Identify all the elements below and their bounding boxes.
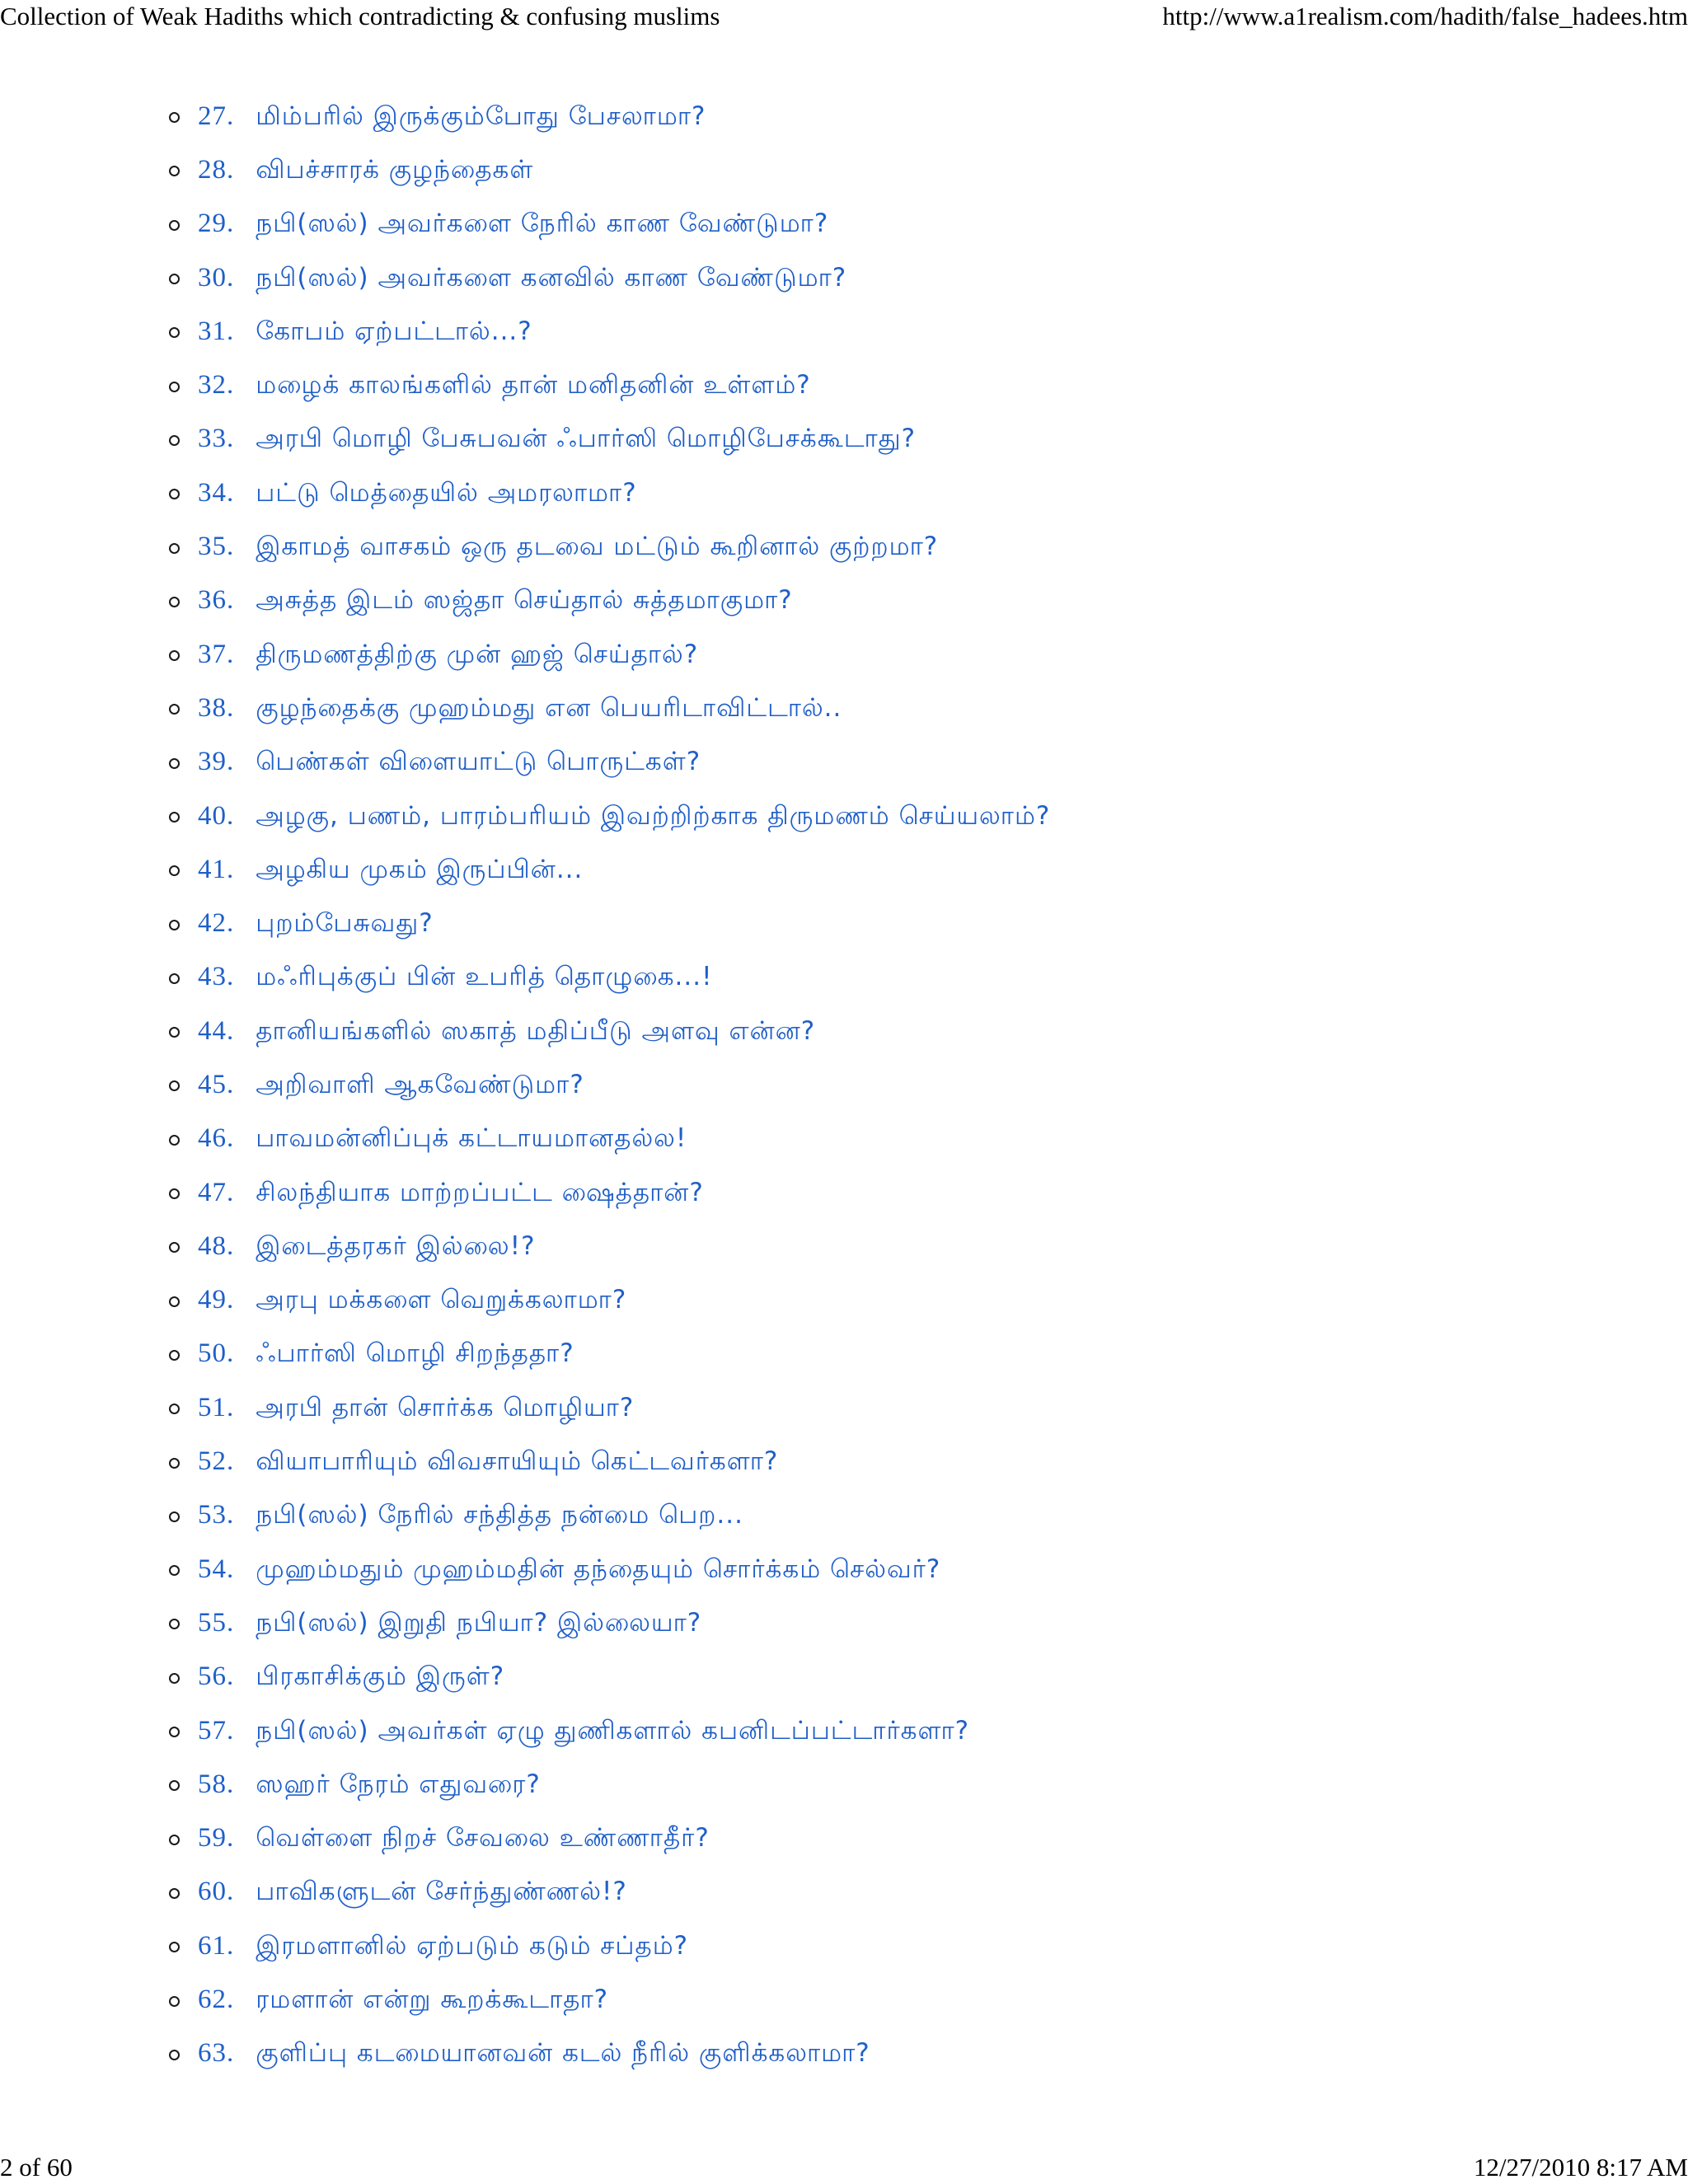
item-title: அரபி மொழி பேசுபவன் ஃபார்ஸி மொழிபேசக்கூடாது? bbox=[256, 424, 917, 454]
circle-bullet-icon bbox=[169, 1673, 180, 1684]
item-number: 57. bbox=[198, 1715, 235, 1746]
item-number: 38. bbox=[198, 692, 235, 723]
list-item bbox=[169, 1059, 1050, 1113]
circle-bullet-icon bbox=[169, 1404, 180, 1414]
item-number: 42. bbox=[198, 908, 235, 939]
hadith-topic-link[interactable] bbox=[198, 424, 916, 457]
print-datetime: 12/27/2010 8:17 AM bbox=[1473, 2153, 1688, 2182]
item-number: 50. bbox=[198, 1338, 235, 1369]
item-title: முஹம்மதும் முஹம்மதின் தந்தையும் சொர்க்கம் செல்வர்? bbox=[256, 1554, 941, 1584]
circle-bullet-icon bbox=[169, 1565, 180, 1576]
hadith-topic-link[interactable] bbox=[198, 1608, 701, 1641]
print-header bbox=[0, 0, 1688, 33]
item-title: திருமணத்திற்கு முன் ஹஜ் செய்தால்? bbox=[256, 639, 699, 669]
hadith-topic-link[interactable] bbox=[198, 747, 701, 780]
item-number: 39. bbox=[198, 747, 235, 777]
hadith-topic-link[interactable] bbox=[198, 1877, 627, 1910]
item-number: 35. bbox=[198, 532, 235, 562]
hadith-topic-link[interactable] bbox=[198, 478, 637, 511]
item-title: வியாபாரியும் விவசாயியும் கெட்டவர்களா? bbox=[256, 1446, 779, 1477]
list-item bbox=[169, 1221, 1050, 1274]
circle-bullet-icon bbox=[169, 1727, 180, 1737]
item-number: 51. bbox=[198, 1392, 235, 1422]
item-title: குளிப்பு கடமையானவன் கடல் நீரில் குளிக்கலாமா? bbox=[256, 2038, 870, 2069]
hadith-topic-link[interactable] bbox=[198, 1985, 608, 2018]
circle-bullet-icon bbox=[169, 1511, 180, 1522]
list-item bbox=[169, 1705, 1050, 1759]
item-number: 27. bbox=[198, 101, 235, 131]
item-title: பிரகாசிக்கும் இருள்? bbox=[256, 1661, 505, 1692]
circle-bullet-icon bbox=[169, 1619, 180, 1629]
circle-bullet-icon bbox=[169, 597, 180, 607]
list-item bbox=[169, 359, 1050, 413]
circle-bullet-icon bbox=[169, 1458, 180, 1469]
list-item bbox=[169, 1113, 1050, 1167]
list-item bbox=[169, 682, 1050, 736]
item-title: ரமளான் என்று கூறக்கூடாதா? bbox=[256, 1985, 609, 2015]
list-item bbox=[169, 1167, 1050, 1221]
circle-bullet-icon bbox=[169, 2050, 180, 2060]
circle-bullet-icon bbox=[169, 704, 180, 715]
item-title: குழந்தைக்கு முஹம்மது என பெயரிடாவிட்டால்.. bbox=[256, 692, 842, 723]
item-title: அரபு மக்களை வெறுக்கலாமா? bbox=[256, 1285, 627, 1315]
list-item bbox=[169, 1597, 1050, 1651]
list-item bbox=[169, 737, 1050, 790]
item-number: 34. bbox=[198, 477, 235, 508]
item-title: சிலந்தியாக மாற்றப்பட்ட ஷைத்தான்? bbox=[256, 1177, 704, 1207]
circle-bullet-icon bbox=[169, 1296, 180, 1307]
list-item bbox=[169, 952, 1050, 1005]
item-number: 29. bbox=[198, 209, 235, 239]
item-title: நபி(ஸல்) அவர்களை கனவில் காண வேண்டுமா? bbox=[256, 262, 847, 293]
hadith-topic-link[interactable] bbox=[198, 1285, 626, 1318]
item-title: இரமளானில் ஏற்படும் கடும் சப்தம்? bbox=[256, 1930, 689, 1961]
item-number: 36. bbox=[198, 585, 235, 616]
page-number: 2 of 60 bbox=[0, 2153, 73, 2182]
item-number: 33. bbox=[198, 424, 235, 454]
print-footer bbox=[0, 2151, 1688, 2184]
circle-bullet-icon bbox=[169, 382, 180, 392]
item-title: ஸஹர் நேரம் எதுவரை? bbox=[256, 1769, 541, 1799]
circle-bullet-icon bbox=[169, 1350, 180, 1361]
circle-bullet-icon bbox=[169, 1135, 180, 1146]
circle-bullet-icon bbox=[169, 112, 180, 123]
list-item bbox=[169, 1652, 1050, 1705]
hadith-topic-link[interactable] bbox=[198, 370, 811, 403]
hadith-topic-link[interactable] bbox=[198, 1823, 710, 1856]
hadith-topic-link[interactable] bbox=[198, 1554, 940, 1587]
circle-bullet-icon bbox=[169, 166, 180, 176]
item-title: தானியங்களில் ஸகாத் மதிப்பீடு அளவு என்ன? bbox=[256, 1015, 816, 1046]
item-number: 47. bbox=[198, 1177, 235, 1207]
item-title: பெண்கள் விளையாட்டு பொருட்கள்? bbox=[256, 747, 701, 777]
item-number: 53. bbox=[198, 1500, 235, 1530]
item-title: விபச்சாரக் குழந்தைகள் bbox=[256, 154, 534, 185]
hadith-topic-link[interactable] bbox=[198, 101, 706, 134]
item-title: ஃபார்ஸி மொழி சிறந்ததா? bbox=[256, 1338, 574, 1369]
item-number: 46. bbox=[198, 1123, 235, 1154]
list-item bbox=[169, 144, 1050, 198]
hadith-topic-link[interactable] bbox=[198, 1178, 704, 1211]
item-number: 28. bbox=[198, 154, 235, 185]
circle-bullet-icon bbox=[169, 1996, 180, 2007]
list-item bbox=[169, 252, 1050, 306]
circle-bullet-icon bbox=[169, 1942, 180, 1952]
item-title: மஃரிபுக்குப் பின் உபரித் தொழுகை...! bbox=[256, 962, 713, 992]
hadith-topic-link[interactable] bbox=[198, 1338, 574, 1371]
list-item bbox=[169, 575, 1050, 629]
circle-bullet-icon bbox=[169, 650, 180, 661]
item-title: மிம்பரில் இருக்கும்போது பேசலாமா? bbox=[256, 101, 706, 131]
item-number: 44. bbox=[198, 1015, 235, 1046]
circle-bullet-icon bbox=[169, 1188, 180, 1199]
circle-bullet-icon bbox=[169, 1080, 180, 1091]
item-number: 45. bbox=[198, 1069, 235, 1099]
item-title: அழகிய முகம் இருப்பின்... bbox=[256, 854, 584, 884]
hadith-topic-link[interactable] bbox=[198, 1446, 778, 1479]
hadith-topic-link[interactable] bbox=[198, 1070, 584, 1103]
circle-bullet-icon bbox=[169, 435, 180, 446]
hadith-topic-link[interactable] bbox=[198, 1500, 743, 1533]
hadith-topic-link[interactable] bbox=[198, 1123, 687, 1156]
circle-bullet-icon bbox=[169, 327, 180, 338]
item-number: 49. bbox=[198, 1285, 235, 1315]
list-item bbox=[169, 91, 1050, 144]
hadith-topic-link[interactable] bbox=[198, 1393, 634, 1426]
circle-bullet-icon bbox=[169, 1780, 180, 1791]
hadith-topic-link[interactable] bbox=[198, 585, 793, 618]
list-item bbox=[169, 414, 1050, 467]
item-title: நபி(ஸல்) அவர்களை நேரில் காண வேண்டுமா? bbox=[256, 209, 829, 239]
hadith-topic-link[interactable] bbox=[198, 209, 828, 241]
hadith-topic-link[interactable] bbox=[198, 1661, 504, 1694]
item-number: 62. bbox=[198, 1985, 235, 2015]
list-item bbox=[169, 199, 1050, 252]
list-item bbox=[169, 1759, 1050, 1812]
list-item bbox=[169, 1382, 1050, 1436]
item-number: 31. bbox=[198, 316, 235, 346]
circle-bullet-icon bbox=[169, 220, 180, 231]
circle-bullet-icon bbox=[169, 543, 180, 554]
item-number: 61. bbox=[198, 1930, 235, 1961]
list-item bbox=[169, 1974, 1050, 2027]
list-item bbox=[169, 1436, 1050, 1489]
hadith-topic-link[interactable] bbox=[198, 855, 583, 888]
page-url: http://www.a1realism.com/hadith/false_hadees.htm bbox=[1162, 2, 1688, 30]
item-title: நபி(ஸல்) இறுதி நபியா? இல்லையா? bbox=[256, 1607, 702, 1638]
hadith-topic-link[interactable] bbox=[198, 1931, 688, 1964]
list-item bbox=[169, 2028, 1050, 2082]
circle-bullet-icon bbox=[169, 1835, 180, 1845]
item-title: அசுத்த இடம் ஸஜ்தா செய்தால் சுத்தமாகுமா? bbox=[256, 585, 793, 616]
item-title: இகாமத் வாசகம் ஒரு தடவை மட்டும் கூறினால் குற்றமா? bbox=[256, 532, 939, 562]
hadith-topic-link[interactable] bbox=[198, 316, 532, 349]
item-number: 32. bbox=[198, 370, 235, 401]
item-title: அரபி தான் சொர்க்க மொழியா? bbox=[256, 1392, 635, 1422]
circle-bullet-icon bbox=[169, 920, 180, 930]
circle-bullet-icon bbox=[169, 274, 180, 284]
list-item bbox=[169, 1813, 1050, 1867]
hadith-topic-link[interactable] bbox=[198, 263, 846, 296]
item-number: 43. bbox=[198, 962, 235, 992]
item-number: 37. bbox=[198, 639, 235, 669]
list-item bbox=[169, 1275, 1050, 1329]
item-number: 41. bbox=[198, 854, 235, 884]
circle-bullet-icon bbox=[169, 1027, 180, 1038]
list-item bbox=[169, 521, 1050, 574]
list-item bbox=[169, 1490, 1050, 1544]
circle-bullet-icon bbox=[169, 865, 180, 876]
item-title: பாவிகளுடன் சேர்ந்துண்ணல்!? bbox=[256, 1877, 627, 1907]
item-title: நபி(ஸல்) நேரில் சந்தித்த நன்மை பெற... bbox=[256, 1500, 743, 1530]
page-title: Collection of Weak Hadiths which contradicting & confusing muslims bbox=[0, 2, 720, 30]
list-item bbox=[169, 898, 1050, 951]
hadith-topic-link[interactable] bbox=[198, 1716, 969, 1749]
hadith-topic-link[interactable] bbox=[198, 532, 938, 565]
item-title: இடைத்தரகர் இல்லை!? bbox=[256, 1230, 536, 1261]
hadith-topic-link[interactable] bbox=[198, 640, 698, 673]
item-number: 54. bbox=[198, 1554, 235, 1584]
item-number: 55. bbox=[198, 1607, 235, 1638]
circle-bullet-icon bbox=[169, 758, 180, 769]
circle-bullet-icon bbox=[169, 973, 180, 984]
item-number: 40. bbox=[198, 800, 235, 831]
item-title: வெள்ளை நிறச் சேவலை உண்ணாதீர்? bbox=[256, 1823, 710, 1854]
hadith-topic-link[interactable] bbox=[198, 801, 1050, 834]
list-item bbox=[169, 467, 1050, 521]
item-number: 58. bbox=[198, 1769, 235, 1799]
item-number: 30. bbox=[198, 262, 235, 293]
hadith-topic-link[interactable] bbox=[198, 1016, 815, 1049]
list-item bbox=[169, 1329, 1050, 1382]
hadith-topic-link[interactable] bbox=[198, 155, 533, 188]
hadith-topic-link[interactable] bbox=[198, 1769, 541, 1802]
hadith-link-list bbox=[169, 91, 1050, 2082]
hadith-topic-link[interactable] bbox=[198, 962, 713, 995]
item-number: 56. bbox=[198, 1661, 235, 1692]
item-title: கோபம் ஏற்பட்டால்...? bbox=[256, 316, 532, 346]
item-number: 59. bbox=[198, 1823, 235, 1854]
item-number: 48. bbox=[198, 1230, 235, 1261]
circle-bullet-icon bbox=[169, 1242, 180, 1253]
item-title: பாவமன்னிப்புக் கட்டாயமானதல்ல! bbox=[256, 1123, 687, 1154]
list-item bbox=[169, 790, 1050, 844]
hadith-topic-link[interactable] bbox=[198, 908, 434, 941]
item-title: பட்டு மெத்தையில் அமரலாமா? bbox=[256, 477, 637, 508]
item-title: அறிவாளி ஆகவேண்டுமா? bbox=[256, 1069, 584, 1099]
list-item bbox=[169, 629, 1050, 682]
circle-bullet-icon bbox=[169, 1888, 180, 1899]
item-title: நபி(ஸல்) அவர்கள் ஏழு துணிகளால் கபனிடப்பட்டார்களா? bbox=[256, 1715, 970, 1746]
list-item bbox=[169, 1544, 1050, 1597]
circle-bullet-icon bbox=[169, 812, 180, 823]
hadith-topic-link[interactable] bbox=[198, 2038, 870, 2071]
list-item bbox=[169, 1867, 1050, 1920]
hadith-topic-link[interactable] bbox=[198, 693, 842, 726]
item-number: 63. bbox=[198, 2038, 235, 2069]
item-title: மழைக் காலங்களில் தான் மனிதனின் உள்ளம்? bbox=[256, 370, 811, 401]
list-item bbox=[169, 844, 1050, 898]
item-title: புறம்பேசுவது? bbox=[256, 908, 434, 939]
item-title: அழகு, பணம், பாரம்பரியம் இவற்றிற்காக திருமணம் செய்யலாம்? bbox=[256, 800, 1051, 831]
item-number: 52. bbox=[198, 1446, 235, 1477]
list-item bbox=[169, 306, 1050, 359]
list-item bbox=[169, 1005, 1050, 1059]
list-item bbox=[169, 1920, 1050, 1974]
circle-bullet-icon bbox=[169, 489, 180, 499]
hadith-topic-link[interactable] bbox=[198, 1231, 536, 1264]
item-number: 60. bbox=[198, 1877, 235, 1907]
